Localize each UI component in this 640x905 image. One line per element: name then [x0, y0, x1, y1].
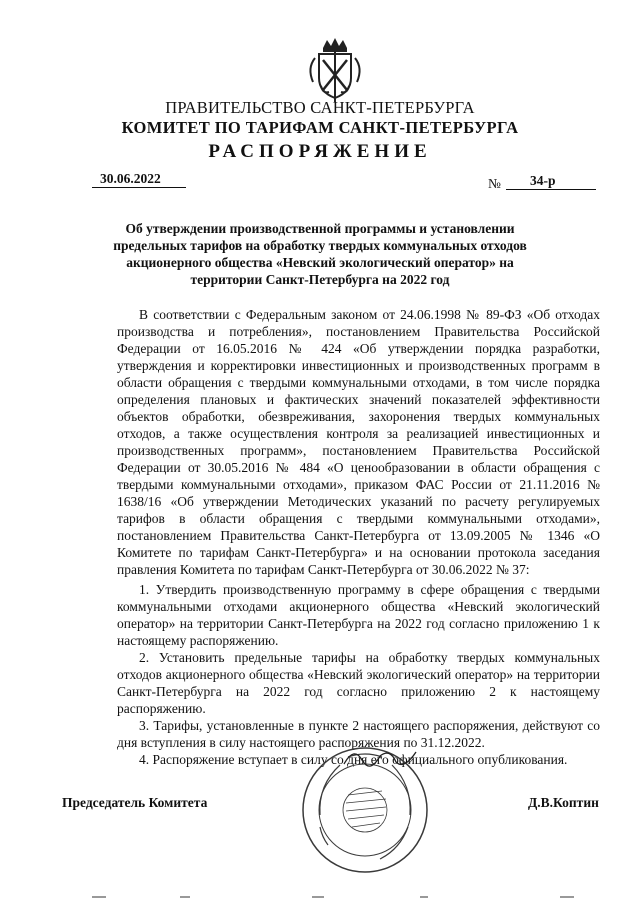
preamble-block [117, 306, 600, 578]
st-petersburg-coat-of-arms-icon [305, 38, 365, 104]
handwritten-signature-icon [340, 742, 420, 772]
resolution-items [117, 581, 600, 768]
preamble-text: В соответствии с Федеральным законом от 24.06.1998 № 89-ФЗ «Об отходах производства и потребления», постановлением Правительства Российской Федерации от 16.05.2016 № 424 «Об утверждении порядка разработки, утверждения и корректировки инвестиционных и производственных программ в области обращения с твердыми коммунальными отходами, в том числе порядка определения плановых и фактических значений показателей эффективности объектов обработки, обезвреживания, захоронения твердых коммунальных отходов, а также осуществления контроля за реализацией инвестиционных и производственных программ», постановлением Правительства Российской Федерации от 30.05.2016 № 484 «О ценообразовании в области обращения с твердыми коммунальными отходами», приказом ФАС России от 21.11.2016 № 1638/16 «Об утверждении Методических указаний по расчету регулируемых тарифов в области обращения с твердыми коммунальными отходами», постановлением Правительства Санкт-Петербурга от 13.09.2005 № 1346 «О Комитете по тарифам Санкт-Петербурга» и на основании протокола заседания правления Комитета по тарифам Санкт-Петербурга от 30.06.2022 № 37: [117, 307, 600, 577]
scan-edge-artifact [0, 890, 640, 902]
document-number: 34-р [506, 172, 596, 190]
document-title: Об утверждении производственной программы и установлении предельных тарифов на обработку твердых коммунальных отходов акционерного общества «Невский экологический оператор» на территории Санкт-Петербурга на 2022 год [113, 221, 527, 287]
document-date: 30.06.2022 [92, 170, 186, 188]
document-type-heading: РАСПОРЯЖЕНИЕ [208, 141, 432, 162]
list-item: 4. Распоряжение вступает в силу со дня его официального опубликования. [139, 752, 568, 767]
list-item: 3. Тарифы, установленные в пункте 2 настоящего распоряжения, действуют со дня вступления в силу настоящего распоряжения по 31.12.2022. [117, 718, 600, 750]
committee-name: КОМИТЕТ ПО ТАРИФАМ САНКТ-ПЕТЕРБУРГА [121, 118, 519, 137]
signatory-role: Председатель Комитета [62, 795, 208, 810]
number-sign: № [488, 176, 501, 191]
signatory-name: Д.В.Коптин [528, 795, 599, 810]
government-name: ПРАВИТЕЛЬСТВО САНКТ-ПЕТЕРБУРГА [165, 98, 475, 117]
list-item: 2. Установить предельные тарифы на обработку твердых коммунальных отходов акционерного общества «Невский экологический оператор» на территории Санкт-Петербурга на 2022 год согласно приложению 2 к настоящему распоряжению. [117, 650, 600, 716]
list-item: 1. Утвердить производственную программу в сфере обращения с твердыми коммунальными отходами акционерного общества «Невский экологический оператор» на территории Санкт-Петербурга на 2022 год согласно приложению 1 к настоящему распоряжению. [117, 582, 600, 648]
